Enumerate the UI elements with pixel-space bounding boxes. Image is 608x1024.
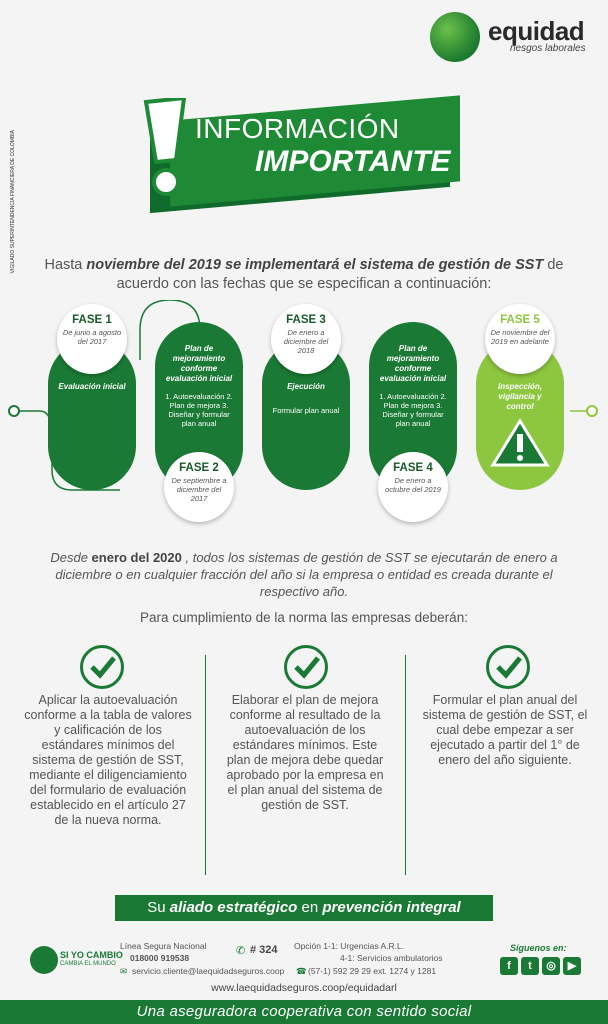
phase-3-steps: Formular plan anual: [272, 406, 340, 415]
banner-line1: INFORMACIÓN: [195, 113, 400, 144]
phase-5-activity: Inspección, vigilancia y control: [497, 382, 542, 411]
brand-subtitle: riesgos laborales: [510, 43, 586, 54]
phase-3-title: FASE 3: [286, 314, 326, 326]
twitter-icon[interactable]: t: [521, 957, 539, 975]
line-number: 018000 919538: [130, 953, 190, 963]
phase-1-title: FASE 1: [72, 314, 112, 326]
phase-1-activity: Evaluación inicial: [58, 382, 126, 391]
phase-1-badge: [57, 304, 127, 374]
requirement-2: Elaborar el plan de mejora conforme al resultado de la autoevaluación de los estándares mínimos. Este plan de mejora debe quedar aprobado por la empresa en el plan anual del sistema de gestión de SST.: [226, 693, 384, 812]
column-divider: [205, 655, 206, 875]
campaign-subtitle: CAMBIA EL MUNDO: [60, 961, 116, 967]
line-label: Línea Segura Nacional: [120, 941, 207, 951]
phase-5-title: FASE 5: [500, 314, 540, 326]
facebook-icon[interactable]: f: [500, 957, 518, 975]
phase-2-steps: 1. Autoevaluación 2. Plan de mejora 3. Diseñar y formular plan anual: [165, 392, 233, 428]
equidad-logo-icon: [430, 12, 480, 62]
short-code: # 324: [250, 944, 278, 956]
phase-1-date: De junio a agosto del 2017: [62, 328, 122, 346]
email-icon: ✉: [120, 966, 128, 976]
phase-4-steps: 1. Autoevaluación 2. Plan de mejora 3. Diseñar y formular plan anual: [379, 392, 447, 428]
phase-4-date: De enero a octubre del 2019: [385, 476, 441, 494]
info-paragraph: Desde enero del 2020 , todos los sistemas de gestión de SST se ejecutarán de enero a diciembre o en cualquier fracción del año si la empresa o entidad es creada durante el respectivo año.: [50, 550, 558, 599]
phase-5-date: De noviembre del 2019 en adelante: [490, 328, 550, 346]
exclamation-icon: [140, 98, 196, 198]
check-icon: [80, 645, 124, 689]
campaign-title: SI YO CAMBIO: [60, 950, 123, 960]
phase-3-date: De enero a diciembre del 2018: [283, 328, 329, 355]
phase-2-badge: [164, 452, 234, 522]
phase-2-activity: Plan de mejoramiento conforme evaluación inicial: [165, 344, 233, 383]
requirements-heading: Para cumplimiento de la norma las empresas deberán:: [140, 610, 468, 625]
contact-email[interactable]: servicio.cliente@laequidadseguros.coop: [132, 966, 285, 976]
warning-icon: [490, 418, 550, 468]
phase-4-title: FASE 4: [393, 462, 433, 474]
check-icon: [284, 645, 328, 689]
phases-timeline: [0, 300, 608, 530]
option-2: 4-1: Servicios ambulatorios: [340, 953, 443, 963]
vigilado-label: VIGILADO SUPERINTENDENCIA FINANCIERA DE COLOMBIA: [10, 130, 16, 274]
check-icon: [486, 645, 530, 689]
campaign-icon: [30, 946, 58, 974]
intro-text: Hasta noviembre del 2019 se implementará el sistema de gestión de SST de acuerdo con las fechas que se especifican a continuación:: [44, 257, 564, 292]
phase-3-badge: [271, 304, 341, 374]
requirement-1: Aplicar la autoevaluación conforme a la tabla de valores y calificación de los estándares mínimos del sistema de gestión de SST, mediante el diligenciamiento del formulario de evaluación establecido en el artículo 27 de la nueva norma.: [24, 693, 192, 827]
follow-label: Síguenos en:: [510, 943, 567, 953]
slogan-banner: Su aliado estratégico en prevención integral: [115, 895, 493, 921]
phase-2-title: FASE 2: [179, 462, 219, 474]
telephone-icon: ☎: [296, 966, 307, 976]
banner-line2: IMPORTANTE: [255, 145, 451, 178]
phase-3-activity: Ejecución: [287, 382, 325, 391]
instagram-icon[interactable]: ◎: [542, 957, 560, 975]
phone-icon: ✆: [236, 945, 246, 957]
column-divider: [405, 655, 406, 875]
youtube-icon[interactable]: ▶: [563, 957, 581, 975]
phase-2-date: De septiembre a diciembre del 2017: [171, 476, 227, 503]
phase-4-badge: [378, 452, 448, 522]
footer-tagline: Una aseguradora cooperativa con sentido social: [0, 1000, 608, 1024]
phone-number: (57-1) 592 29 29 ext. 1274 y 1281: [308, 966, 437, 976]
website-link[interactable]: www.laequidadseguros.coop/equidadarl: [211, 982, 397, 994]
option-1: Opción 1-1: Urgencias A.R.L.: [294, 941, 405, 951]
phase-5-badge: [485, 304, 555, 374]
brand-name: equidad: [488, 16, 585, 46]
phase-4-activity: Plan de mejoramiento conforme evaluación inicial: [379, 344, 447, 383]
requirement-3: Formular el plan anual del sistema de gestión de SST, el cual debe empezar a ser ejecutado a partir del 1° de enero del año siguiente.: [422, 693, 588, 767]
